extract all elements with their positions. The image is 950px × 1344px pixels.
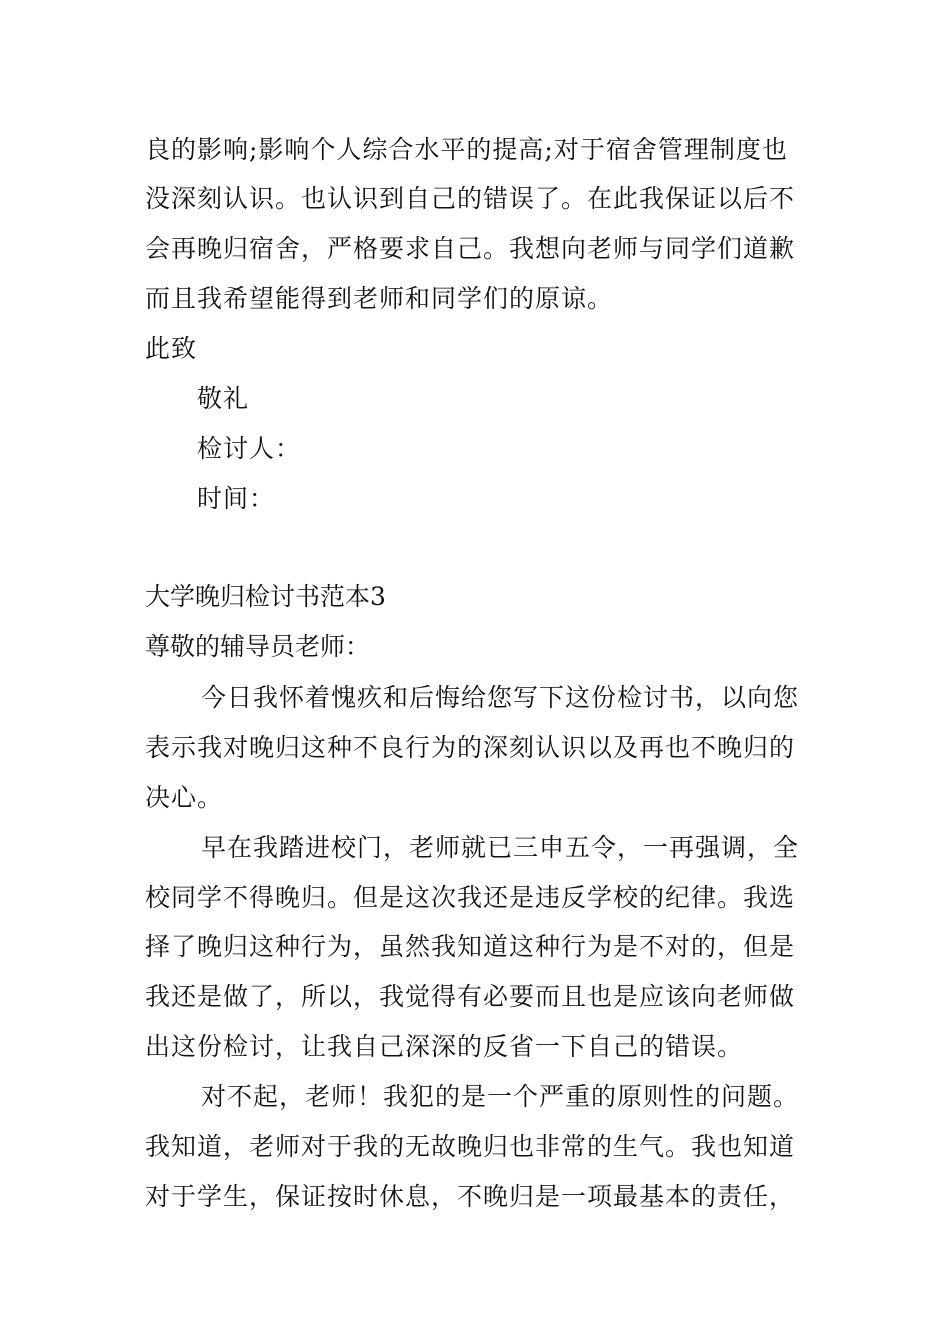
- paragraph-line: 择了晚归这种行为，虽然我知道这种行为是不对的，但是: [145, 932, 796, 961]
- closing-salutation: 此致: [145, 334, 198, 363]
- paragraph-line: 今日我怀着愧疚和后悔给您写下这份检讨书，以向您: [201, 683, 800, 712]
- body-line: 会再晚归宿舍，严格要求自己。我想向老师与同学们道歉: [145, 234, 796, 263]
- paragraph-line: 对于学生，保证按时休息，不晚归是一项最基本的责任，: [145, 1182, 796, 1211]
- paragraph-line: 决心。: [145, 783, 224, 812]
- paragraph-line: 我还是做了，所以，我觉得有必要而且也是应该向老师做: [145, 982, 796, 1011]
- body-line: 没深刻认识。也认识到自己的错误了。在此我保证以后不: [145, 184, 796, 213]
- letter-greeting: 尊敬的辅导员老师：: [145, 632, 371, 661]
- paragraph-line: 表示我对晚归这种不良行为的深刻认识以及再也不晚归的: [145, 733, 796, 762]
- body-line: 良的影响;影响个人综合水平的提高;对于宿舍管理制度也: [145, 135, 788, 164]
- paragraph-line: 对不起，老师！我犯的是一个严重的原则性的问题。: [201, 1082, 800, 1111]
- closing-regards: 敬礼: [197, 384, 250, 413]
- date-label: 时间：: [197, 484, 276, 513]
- paragraph-line: 我知道，老师对于我的无故晚归也非常的生气。我也知道: [145, 1132, 796, 1161]
- paragraph-line: 早在我踏进校门，老师就已三申五令，一再强调，全: [201, 833, 800, 862]
- paragraph-line: 校同学不得晚归。但是这次我还是违反学校的纪律。我选: [145, 883, 796, 912]
- section-title: 大学晚归检讨书范本3: [145, 582, 386, 611]
- author-label: 检讨人：: [197, 434, 302, 463]
- body-line: 而且我希望能得到老师和同学们的原谅。: [145, 284, 614, 313]
- paragraph-line: 出这份检讨，让我自己深深的反省一下自己的错误。: [145, 1032, 744, 1061]
